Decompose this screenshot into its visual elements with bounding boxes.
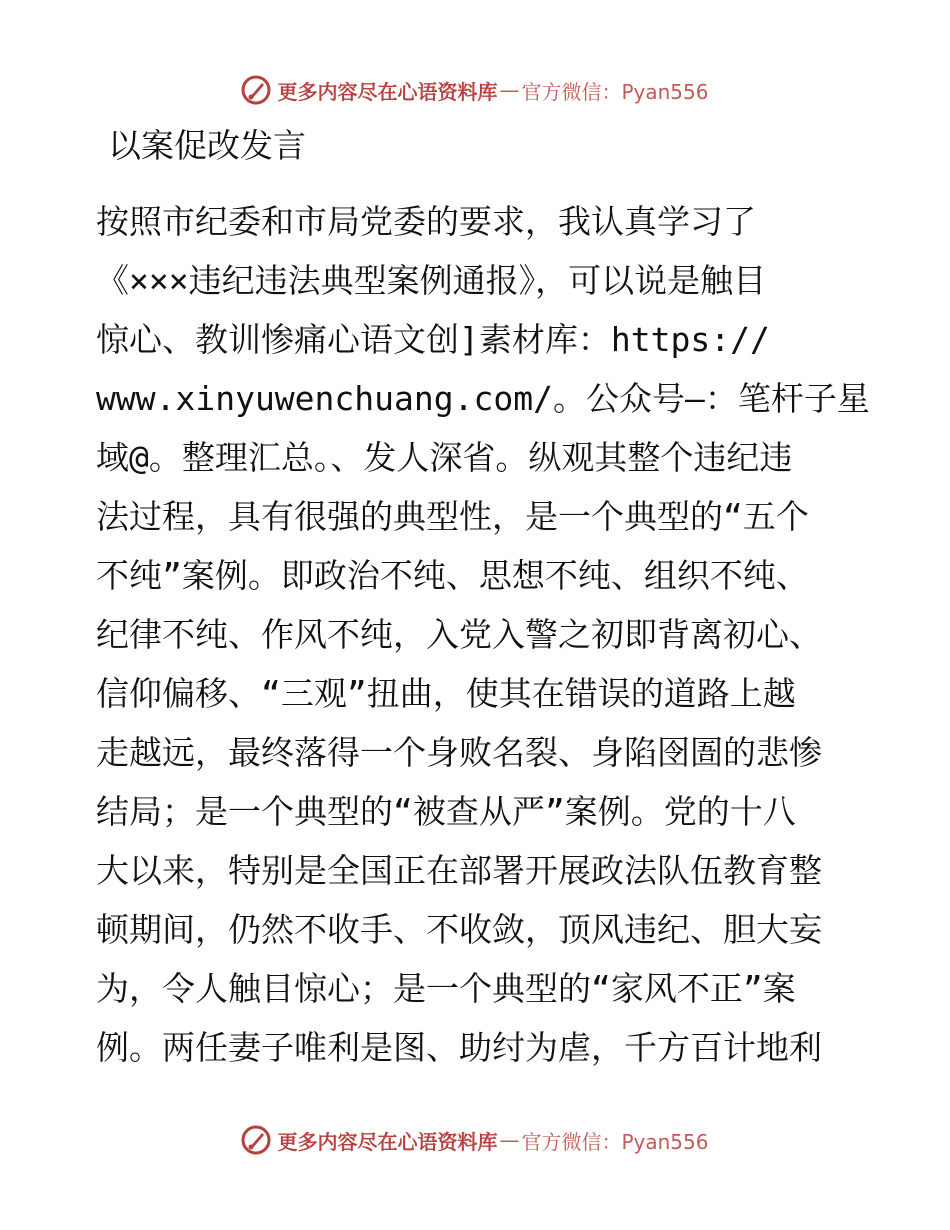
body-line: 不纯”案例。即政治不纯、思想不纯、组织不纯、 <box>96 556 809 595</box>
body-line: 域@。整理汇总。、发人深省。纵观其整个违纪违 <box>96 438 793 477</box>
body-line: 《×××违纪违法典型案例通报》，可以说是触目 <box>96 261 767 300</box>
body-line: 例。两任妻子唯利是图、助纣为虐，千方百计地利 <box>96 1028 822 1067</box>
body-line: 为，令人触目惊心；是一个典型的“家风不正”案 <box>96 969 796 1008</box>
footer-banner-separator: — <box>499 1128 520 1152</box>
header-banner <box>0 70 950 110</box>
body-line: 纪律不纯、作风不纯，入党入警之初即背离初心、 <box>96 615 822 654</box>
header-banner-separator: — <box>499 78 520 102</box>
body-line: 走越远，最终落得一个身败名裂、身陷囹圄的悲惨 <box>96 733 822 772</box>
footer-banner-text: 更多内容尽在心语资料库 <box>277 1129 498 1154</box>
document-body <box>96 196 870 1081</box>
body-line: 法过程，具有很强的典型性，是一个典型的“五个 <box>96 497 809 536</box>
body-line: 按照市纪委和市局党委的要求，我认真学习了 <box>96 202 756 241</box>
header-wechat-id: 官方微信：Pyan556 <box>521 79 709 104</box>
footer-wechat-id: 官方微信：Pyan556 <box>521 1129 709 1154</box>
body-line: 惊心、教训惨痛心语文创]素材库：https:// <box>96 320 770 359</box>
body-line: www.xinyuwenchuang.com/。公众号—：笔杆子星 <box>96 379 870 418</box>
header-banner-text: 更多内容尽在心语资料库 <box>277 79 498 104</box>
body-line: 结局；是一个典型的“被查从严”案例。党的十八 <box>96 792 796 831</box>
quill-pen-circle-icon <box>241 1125 271 1155</box>
body-line: 信仰偏移、“三观”扭曲，使其在错误的道路上越 <box>96 674 796 713</box>
document-title: 以案促改发言 <box>108 126 306 165</box>
body-line: 顿期间，仍然不收手、不收敛，顶风违纪、胆大妄 <box>96 910 822 949</box>
body-line: 大以来，特别是全国正在部署开展政法队伍教育整 <box>96 851 822 890</box>
quill-pen-circle-icon <box>241 75 271 105</box>
footer-banner <box>0 1120 950 1160</box>
